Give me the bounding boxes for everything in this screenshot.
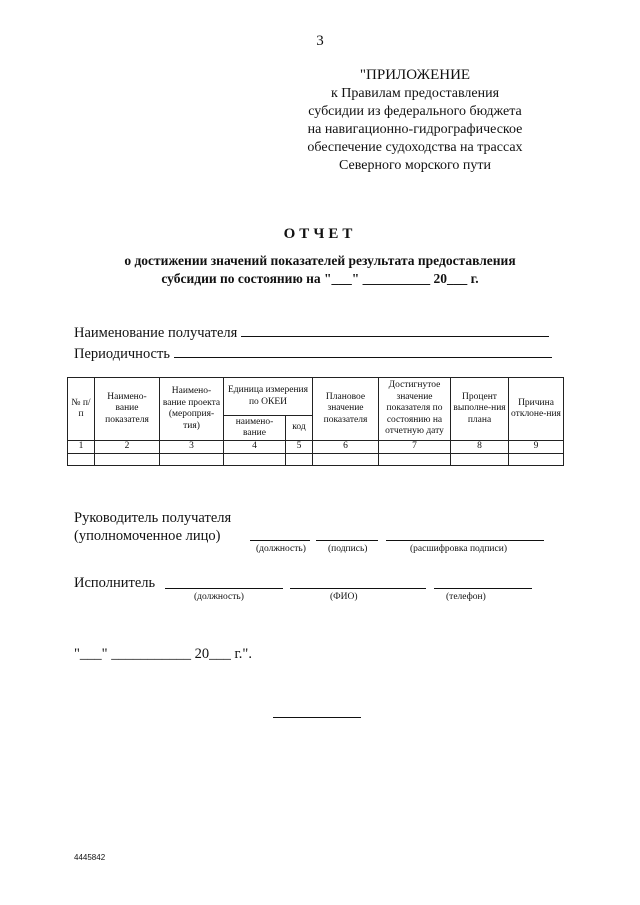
header-planned-value: Плановое значение показателя bbox=[313, 378, 379, 441]
column-number: 2 bbox=[95, 441, 160, 454]
header-indicator-name: Наимено-вание показателя bbox=[95, 378, 160, 441]
executor-phone-line[interactable] bbox=[434, 588, 532, 589]
executor-name-caption: (ФИО) bbox=[330, 592, 358, 602]
head-position-line[interactable] bbox=[250, 540, 310, 541]
appendix-line: субсидии из федерального бюджета bbox=[308, 104, 522, 119]
header-unit-name: наимено-вание bbox=[224, 416, 286, 441]
executor-name-line[interactable] bbox=[290, 588, 426, 589]
document-title: ОТЧЕТ bbox=[283, 226, 357, 242]
appendix-line: обеспечение судоходства на трассах bbox=[307, 140, 523, 155]
recipient-name-label: Наименование получателя bbox=[74, 325, 238, 341]
document-subtitle bbox=[60, 252, 580, 288]
header-unit-group: Единица измерения по ОКЕИ bbox=[224, 378, 313, 416]
header-number: № п/п bbox=[68, 378, 95, 441]
table-row bbox=[68, 454, 564, 466]
date-line: "___" ___________ 20___ г.". bbox=[74, 646, 252, 662]
head-label-line-2: (уполномоченное лицо) bbox=[74, 528, 221, 544]
header-project-name: Наимено-вание проекта (мероприя-тия) bbox=[160, 378, 224, 441]
appendix-block bbox=[300, 66, 530, 175]
executor-label: Исполнитель bbox=[74, 575, 156, 591]
column-number: 3 bbox=[160, 441, 224, 454]
appendix-line: к Правилам предоставления bbox=[330, 86, 500, 101]
subtitle-line-2: субсидии по состоянию на "___" __________ 20___ г. bbox=[161, 271, 479, 286]
periodicity-label: Периодичность bbox=[74, 346, 170, 362]
header-completion-percent: Процент выполне-ния плана bbox=[451, 378, 509, 441]
closing-divider bbox=[273, 717, 361, 718]
table-cell[interactable] bbox=[224, 454, 286, 466]
periodicity-field bbox=[74, 343, 552, 363]
head-label bbox=[74, 509, 231, 545]
document-code: 4445842 bbox=[74, 853, 106, 862]
executor-position-line[interactable] bbox=[165, 588, 283, 589]
periodicity-line[interactable] bbox=[174, 343, 552, 358]
column-number: 7 bbox=[379, 441, 451, 454]
recipient-name-line[interactable] bbox=[241, 322, 549, 337]
appendix-line: Северного морского пути bbox=[338, 158, 491, 173]
head-transcript-line[interactable] bbox=[386, 540, 544, 541]
executor-phone-caption: (телефон) bbox=[446, 592, 486, 602]
column-number: 5 bbox=[286, 441, 313, 454]
header-deviation-reason: Причина отклоне-ния bbox=[509, 378, 564, 441]
appendix-line: на навигационно-гидрографическое bbox=[307, 122, 523, 137]
table-cell[interactable] bbox=[68, 454, 95, 466]
executor-position-caption: (должность) bbox=[194, 592, 244, 602]
column-number: 8 bbox=[451, 441, 509, 454]
table-cell[interactable] bbox=[379, 454, 451, 466]
table-cell[interactable] bbox=[95, 454, 160, 466]
table-cell[interactable] bbox=[451, 454, 509, 466]
appendix-heading: "ПРИЛОЖЕНИЕ bbox=[359, 67, 471, 83]
head-signature-line[interactable] bbox=[316, 540, 378, 541]
table-cell[interactable] bbox=[160, 454, 224, 466]
column-number-row bbox=[68, 441, 564, 454]
column-number: 9 bbox=[509, 441, 564, 454]
column-number: 6 bbox=[313, 441, 379, 454]
recipient-name-field bbox=[74, 322, 549, 342]
head-position-caption: (должность) bbox=[256, 544, 306, 554]
subtitle-line-1: о достижении значений показателей результата предоставления bbox=[124, 253, 516, 268]
header-unit-code: код bbox=[286, 416, 313, 441]
header-achieved-value: Достигнутое значение показателя по состоянию на отчетную дату bbox=[379, 378, 451, 441]
report-table bbox=[67, 377, 564, 466]
head-transcript-caption: (расшифровка подписи) bbox=[410, 544, 507, 554]
table-cell[interactable] bbox=[313, 454, 379, 466]
column-number: 1 bbox=[68, 441, 95, 454]
page-number: 3 bbox=[316, 33, 324, 49]
head-signature-caption: (подпись) bbox=[328, 544, 368, 554]
table-cell[interactable] bbox=[509, 454, 564, 466]
head-label-line-1: Руководитель получателя bbox=[74, 510, 232, 526]
table-cell[interactable] bbox=[286, 454, 313, 466]
column-number: 4 bbox=[224, 441, 286, 454]
